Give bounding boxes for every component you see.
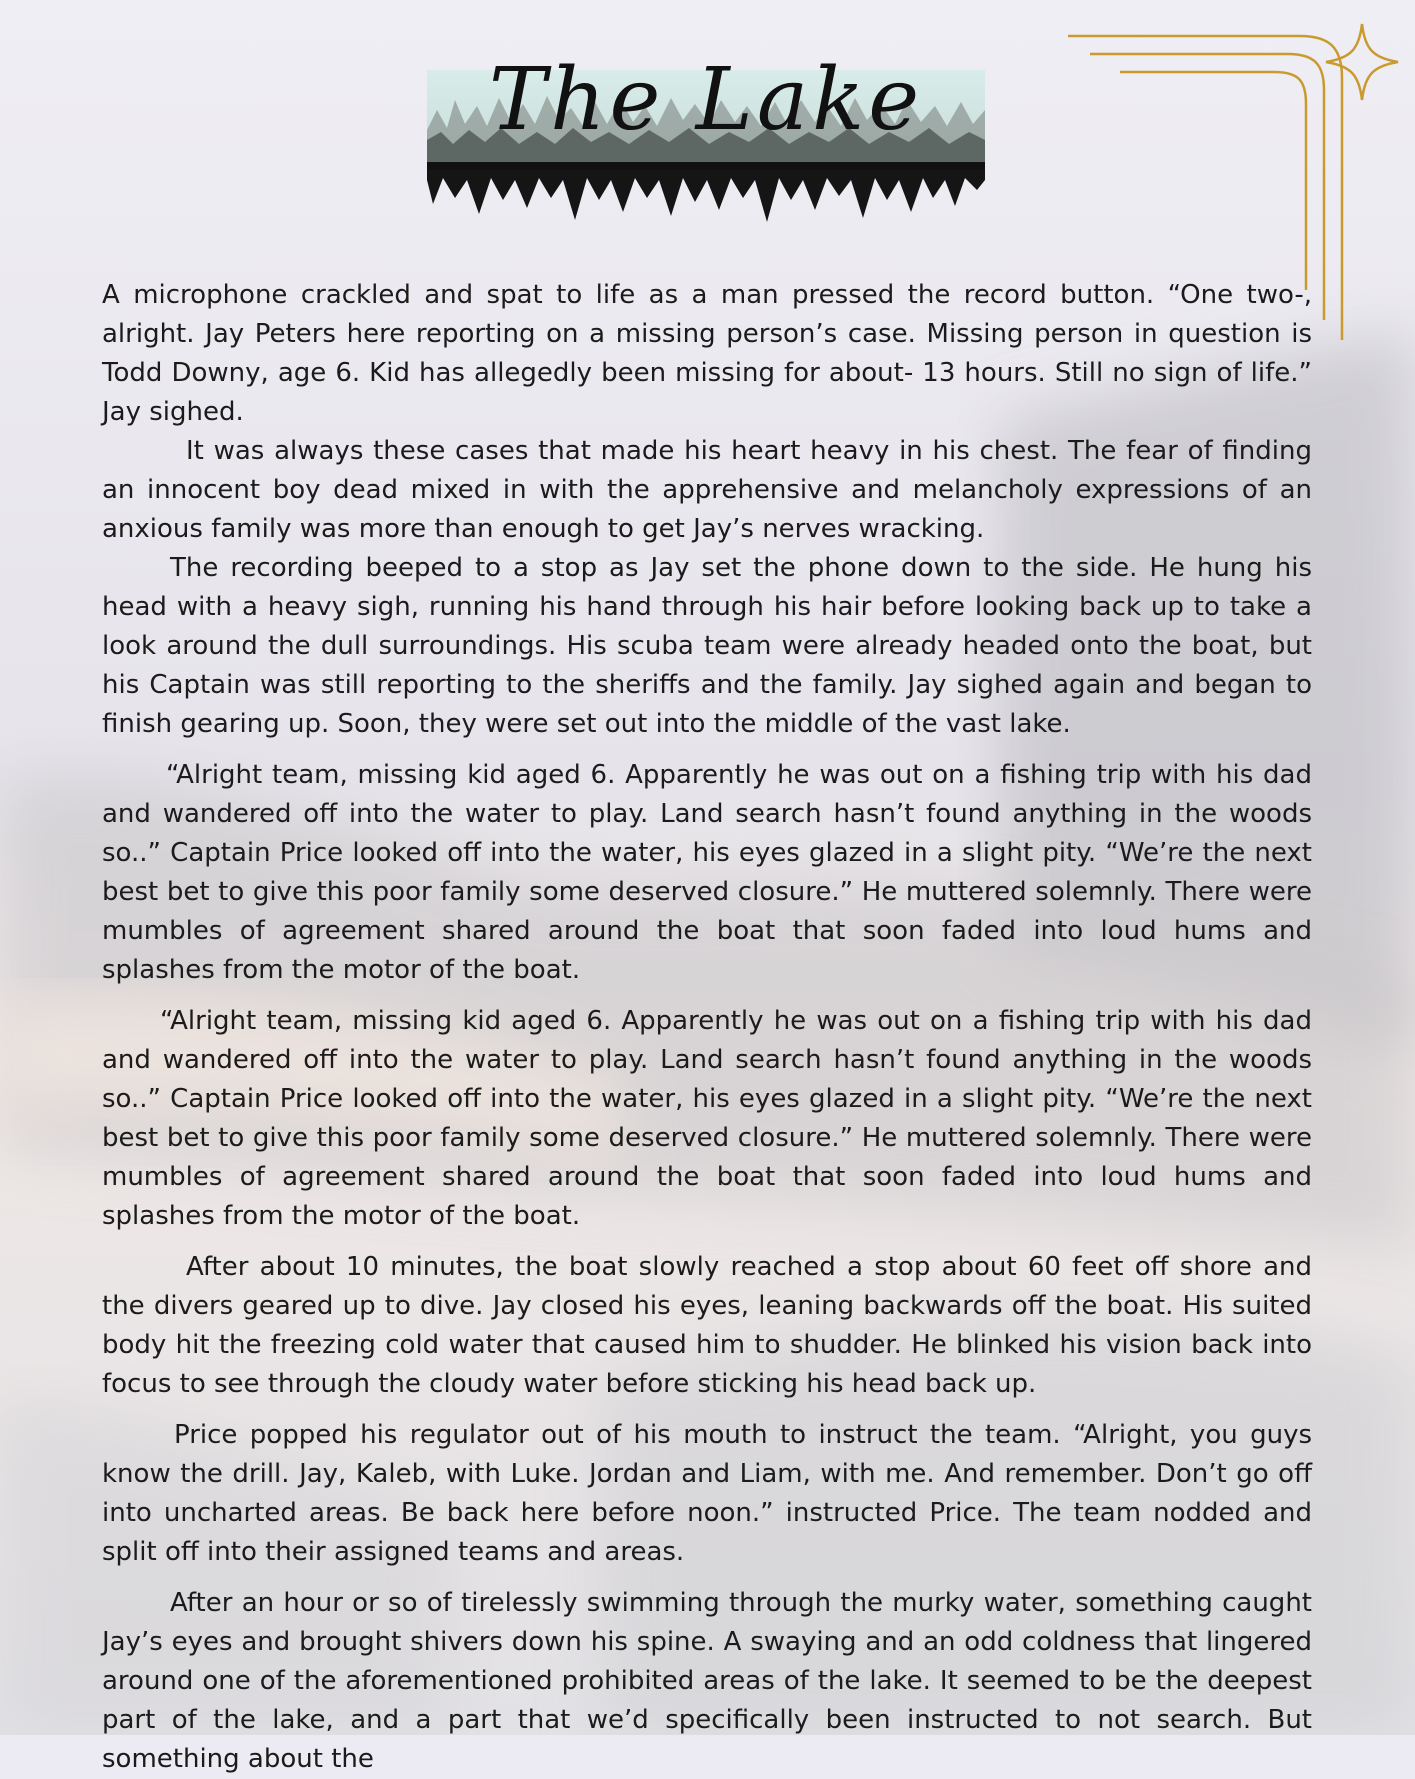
story-paragraph: It was always these cases that made his heart heavy in his chest. The fear of finding an innocent boy dead mixed in with the apprehensive and melancholy expressions of an anxious family was more than enough to get Jay’s nerves wracking. (102, 436, 1312, 544)
story-paragraph: “Alright team, missing kid aged 6. Apparently he was out on a fishing trip with his dad and wandered off into the water to play. Land search hasn’t found anything in the woods so..” Captain Price looked off into the water, his eyes glazed in a slight pity. “We’re the next best bet to give this poor family some deserved closure.” He muttered solemnly. There were mumbles of agreement shared around the boat that soon faded into loud hums and splashes from the motor of the boat. (102, 1006, 1312, 1231)
story-paragraph: After about 10 minutes, the boat slowly reached a stop about 60 feet off shore and the divers geared up to dive. Jay closed his eyes, leaning backwards off the boat. His suited body hit the freezing cold water that caused him to shudder. He blinked his vision back into focus to see through the cloudy water before sticking his head back up. (102, 1252, 1312, 1399)
story-paragraph: A microphone crackled and spat to life as a man pressed the record button. “One two-, alright. Jay Peters here reporting on a missing person’s case. Missing person in question is Todd Downy, age 6. Kid has allegedly been missing for about- 13 hours. Still no sign of life.” Jay sighed. (102, 280, 1312, 427)
story-paragraph: “Alright team, missing kid aged 6. Apparently he was out on a fishing trip with his dad and wandered off into the water to play. Land search hasn’t found anything in the woods so..” Captain Price looked off into the water, his eyes glazed in a slight pity. “We’re the next best bet to give this poor family some deserved closure.” He muttered solemnly. There were mumbles of agreement shared around the boat that soon faded into loud hums and splashes from the motor of the boat. (102, 760, 1312, 985)
story-paragraph: The recording beeped to a stop as Jay set the phone down to the side. He hung his head with a heavy sigh, running his hand through his hair before looking back up to take a look around the dull surroundings. His scuba team were already headed onto the boat, but his Captain was still reporting to the sheriffs and the family. Jay sighed again and began to finish gearing up. Soon, they were set out into the middle of the vast lake. (102, 553, 1312, 739)
title-banner (425, 40, 987, 230)
sparkle-star-icon (1326, 24, 1398, 100)
story-body (102, 276, 1312, 1779)
story-paragraph: After an hour or so of tirelessly swimming through the murky water, something caught Jay’s eyes and brought shivers down his spine. A swaying and an odd coldness that lingered around one of the aforementioned prohibited areas of the lake. It seemed to be the deepest part of the lake, and a part that we’d specifically been instructed to not search. But something about the (102, 1588, 1312, 1774)
story-paragraph: Price popped his regulator out of his mouth to instruct the team. “Alright, you guys know the drill. Jay, Kaleb, with Luke. Jordan and Liam, with me. And remember. Don’t go off into uncharted areas. Be back here before noon.” instructed Price. The team nodded and split off into their assigned teams and areas. (102, 1420, 1312, 1567)
page-title: The Lake (488, 50, 924, 150)
